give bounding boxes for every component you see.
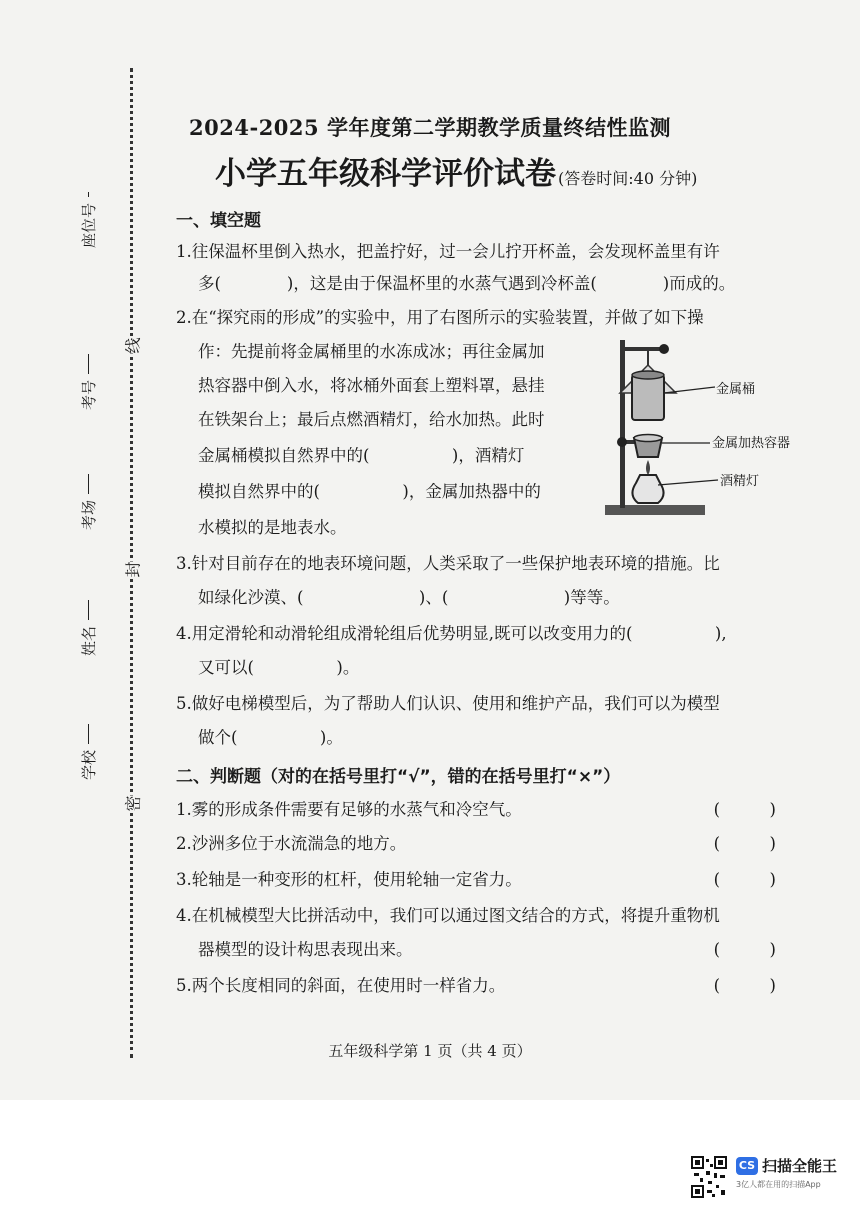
q4-line2: 又可以( )。 bbox=[198, 658, 360, 677]
stand-upper-arm bbox=[620, 347, 665, 351]
scanner-watermark bbox=[690, 1155, 837, 1199]
q4-line1: 4.用定滑轮和动滑轮组成滑轮组后优势明显,既可以改变用力的( ), bbox=[176, 624, 727, 643]
q2-line5: 金属桶模拟自然界中的( )，酒精灯 bbox=[198, 446, 525, 465]
name-field bbox=[78, 600, 99, 656]
exam-number-field bbox=[78, 354, 99, 410]
label-alcohol-lamp: 酒精灯 bbox=[720, 474, 760, 489]
seat-number-field bbox=[78, 192, 99, 248]
q2-line7: 水模拟的是地表水。 bbox=[198, 518, 347, 537]
q5-line1: 5.做好电梯模型后，为了帮助人们认识、使用和维护产品，我们可以为模型 bbox=[176, 694, 720, 713]
school-blank bbox=[88, 724, 89, 744]
exam-title bbox=[215, 148, 697, 193]
tf-item-3 bbox=[176, 866, 796, 890]
q3-line1: 3.针对目前存在的地表环境问题，人类采取了一些保护地表环境的措施。比 bbox=[176, 554, 720, 573]
tf-item-5 bbox=[176, 972, 796, 996]
exam-subtitle: 2024-2025 学年度第二学期教学质量终结性监测 bbox=[189, 115, 671, 140]
exam-room-label: 考场 bbox=[80, 499, 98, 530]
tf-item-1-text: 1.雾的形成条件需要有足够的水蒸气和冷空气。 bbox=[176, 800, 522, 819]
lamp-pointer-line bbox=[658, 480, 718, 485]
exam-number-blank bbox=[88, 354, 89, 374]
binding-mark-line: 线 bbox=[121, 337, 144, 353]
label-bucket: 金属桶 bbox=[716, 382, 756, 397]
q2-line1: 2.在“探究雨的形成”的实验中，用了右图所示的实验装置，并做了如下操 bbox=[176, 308, 704, 327]
tf-item-5-answer-bracket: ( ) bbox=[713, 976, 776, 995]
qr-code-icon bbox=[690, 1155, 728, 1199]
seat-number-blank bbox=[88, 192, 89, 197]
lower-clamp-knob bbox=[617, 437, 627, 447]
alcohol-lamp bbox=[632, 475, 663, 503]
scanner-app-name: 扫描全能王 bbox=[762, 1157, 838, 1175]
tf-item-4-line2 bbox=[198, 936, 796, 960]
exam-title-text: 小学五年级科学评价试卷 bbox=[215, 156, 556, 192]
q2-line2: 作：先提前将金属桶里的水冻成冰；再往金属加 bbox=[198, 342, 545, 361]
scanner-app-logo: CS bbox=[736, 1157, 758, 1175]
seat-number-label: 座位号 bbox=[80, 202, 98, 248]
tf-item-2 bbox=[176, 830, 796, 854]
stand-rod bbox=[620, 340, 625, 508]
q2-line3: 热容器中倒入水，将冰桶外面套上塑料罩，悬挂 bbox=[198, 376, 545, 395]
tf-item-3-text: 3.轮轴是一种变形的杠杆，使用轮轴一定省力。 bbox=[176, 870, 522, 889]
page-footer: 五年级科学第 1 页（共 4 页） bbox=[328, 1042, 532, 1060]
name-blank bbox=[88, 600, 89, 620]
q5-line2: 做个( )。 bbox=[198, 728, 343, 747]
heating-container-rim bbox=[634, 435, 662, 442]
q2-line6: 模拟自然界中的( )，金属加热器中的 bbox=[198, 482, 541, 501]
exam-room-field bbox=[78, 474, 99, 530]
q1-line2: 多( )，这是由于保温杯里的水蒸气遇到冷杯盖( )而成的。 bbox=[198, 274, 736, 293]
tf-item-1-answer-bracket: ( ) bbox=[713, 800, 776, 819]
flame bbox=[646, 460, 650, 475]
section-true-false-title: 二、判断题（对的在括号里打“√”，错的在括号里打“×”） bbox=[176, 767, 621, 787]
tf-item-4-text-line2: 器模型的设计构思表现出来。 bbox=[198, 940, 413, 959]
tf-item-4-text-line1: 4.在机械模型大比拼活动中，我们可以通过图文结合的方式，将提升重物机 bbox=[176, 906, 720, 925]
tf-item-2-answer-bracket: ( ) bbox=[713, 834, 776, 853]
binding-mark-seal: 封 bbox=[121, 561, 144, 577]
exam-room-blank bbox=[88, 474, 89, 494]
name-label: 姓名 bbox=[80, 625, 98, 656]
label-heating-container: 金属加热容器 bbox=[712, 436, 791, 451]
tf-item-4-answer-bracket: ( ) bbox=[713, 940, 776, 959]
watermark-text bbox=[736, 1155, 837, 1190]
rain-experiment-apparatus-figure bbox=[600, 335, 810, 525]
time-note: (答卷时间:40 分钟) bbox=[558, 169, 698, 188]
section-fill-blank-title: 一、填空题 bbox=[176, 211, 261, 231]
exam-number-label: 考号 bbox=[80, 379, 98, 410]
tf-item-3-answer-bracket: ( ) bbox=[713, 870, 776, 889]
school-label: 学校 bbox=[80, 749, 98, 780]
clamp-knob bbox=[659, 344, 669, 354]
tf-item-2-text: 2.沙洲多位于水流湍急的地方。 bbox=[176, 834, 407, 853]
q2-line4: 在铁架台上；最后点燃酒精灯，给水加热。此时 bbox=[198, 410, 545, 429]
scanner-app-slogan: 3亿人都在用的扫描App bbox=[736, 1180, 821, 1189]
tf-item-4-line1 bbox=[176, 902, 796, 926]
binding-mark-secret: 密 bbox=[121, 795, 144, 811]
metal-bucket bbox=[632, 375, 664, 420]
tf-item-1 bbox=[176, 796, 796, 820]
school-field bbox=[78, 724, 99, 780]
tf-item-5-text: 5.两个长度相同的斜面，在使用时一样省力。 bbox=[176, 976, 506, 995]
metal-bucket-top bbox=[632, 371, 664, 379]
q1-line1: 1.往保温杯里倒入热水，把盖拧好，过一会儿拧开杯盖，会发现杯盖里有许 bbox=[176, 242, 720, 261]
q3-line2: 如绿化沙漠、( )、( )等等。 bbox=[198, 588, 620, 607]
